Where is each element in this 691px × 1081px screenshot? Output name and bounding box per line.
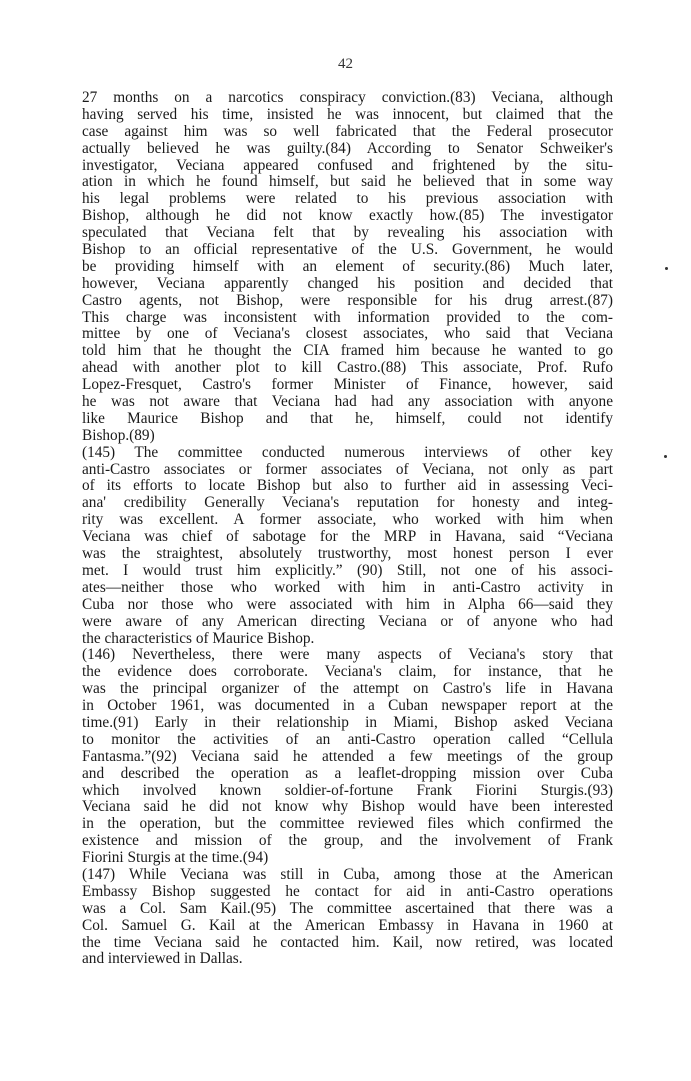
text-line: (147) While Veciana was still in Cuba, among those at the American [82,865,613,883]
text-line: and described the operation as a leaflet-dropping mission over Cuba [82,764,613,782]
scan-speck [664,455,667,458]
text-line: he was not aware that Veciana had had any association with anyone [82,393,613,411]
text-line: 27 months on a narcotics conspiracy conviction.(83) Veciana, although [82,89,613,106]
page-number: 42 [338,56,353,72]
text-line: Bishop, although he did not know exactly how.(85) The investigator [82,207,613,225]
text-line: and interviewed in Dallas. [82,950,243,968]
text-line: however, Veciana apparently changed his position and decided that [82,274,613,292]
text-line: the time Veciana said he contacted him. Kail, now retired, was located [82,933,613,951]
text-line: which involved known soldier-of-fortune Frank Fiorini Sturgis.(93) [82,781,613,799]
text-line: mittee by one of Veciana's closest associates, who said that Veciana [82,325,613,343]
text-line: was the straightest, absolutely trustworthy, most honest person I ever [82,545,613,563]
text-line: time.(91) Early in their relationship in Miami, Bishop asked Veciana [82,713,613,731]
paragraph [82,867,613,968]
text-line: met. I would trust him explicitly.” (90) Still, not one of his associ- [82,561,613,579]
text-line: rity was excellent. A former associate, who worked with him when [82,511,613,529]
text-line: the evidence does corroborate. Veciana's claim, for instance, that he [82,663,613,681]
text-line: ates—neither those who worked with him in anti-Castro activity in [82,578,613,596]
text-line: investigator, Veciana appeared confused and frightened by the situ- [82,156,613,174]
text-line: the characteristics of Maurice Bishop. [82,629,315,647]
text-line: anti-Castro associates or former associates of Veciana, not only as part [82,460,613,478]
scan-speck [665,267,668,270]
text-line: Fantasma.”(92) Veciana said he attended a few meetings of the group [82,747,613,765]
text-line: in the operation, but the committee reviewed files which confirmed the [82,815,613,833]
text-line: speculated that Veciana felt that by revealing his association with [82,224,613,242]
text-line: having served his time, insisted he was innocent, but claimed that the [82,105,613,123]
text-line: to monitor the activities of an anti-Castro operation called “Cellula [82,730,613,748]
text-line: Castro agents, not Bishop, were responsible for his drug arrest.(87) [82,291,613,309]
text-line: ation in which he found himself, but said he believed that in some way [82,173,613,191]
text-line: Embassy Bishop suggested he contact for aid in anti-Castro operations [82,882,613,900]
text-line: ahead with another plot to kill Castro.(88) This associate, Prof. Rufo [82,359,613,377]
body-text [82,90,613,968]
text-line: case against him was so well fabricated that the Federal prosecutor [82,122,613,140]
text-line: of its efforts to locate Bishop but also to further aid in assessing Veci- [82,477,613,495]
text-line: Col. Samuel G. Kail at the American Embassy in Havana in 1960 at [82,916,613,934]
text-line: his legal problems were related to his previous association with [82,190,613,208]
text-line: Cuba nor those who were associated with him in Alpha 66—said they [82,595,613,613]
text-line: actually believed he was guilty.(84) According to Senator Schweiker's [82,139,613,157]
text-line: told him that he thought the CIA framed him because he wanted to go [82,342,613,360]
text-line: Bishop.(89) [82,426,155,444]
text-line: This charge was inconsistent with information provided to the com- [82,308,613,326]
text-line: be providing himself with an element of security.(86) Much later, [82,257,613,275]
text-line: existence and mission of the group, and the involvement of Frank [82,832,613,850]
text-line: in October 1961, was documented in a Cuban newspaper report at the [82,697,613,715]
text-line: like Maurice Bishop and that he, himself, could not identify [82,409,613,427]
text-line: Veciana was chief of sabotage for the MRP in Havana, said “Veciana [82,528,613,546]
text-line: were aware of any American directing Veciana or of anyone who had [82,612,613,630]
text-line: Veciana said he did not know why Bishop would have been interested [82,798,613,816]
text-line: ana' credibility Generally Veciana's reputation for honesty and integ- [82,494,613,512]
text-line: (145) The committee conducted numerous interviews of other key [82,443,613,461]
text-line: Bishop to an official representative of the U.S. Government, he would [82,241,613,259]
text-line: Lopez-Fresquet, Castro's former Minister of Finance, however, said [82,376,613,394]
text-line: was a Col. Sam Kail.(95) The committee ascertained that there was a [82,899,613,917]
text-line: was the principal organizer of the attempt on Castro's life in Havana [82,680,613,698]
text-line: Fiorini Sturgis at the time.(94) [82,849,269,867]
paragraph [82,90,613,445]
paragraph [82,445,613,648]
text-line: (146) Nevertheless, there were many aspects of Veciana's story that [82,646,613,664]
paragraph [82,647,613,867]
